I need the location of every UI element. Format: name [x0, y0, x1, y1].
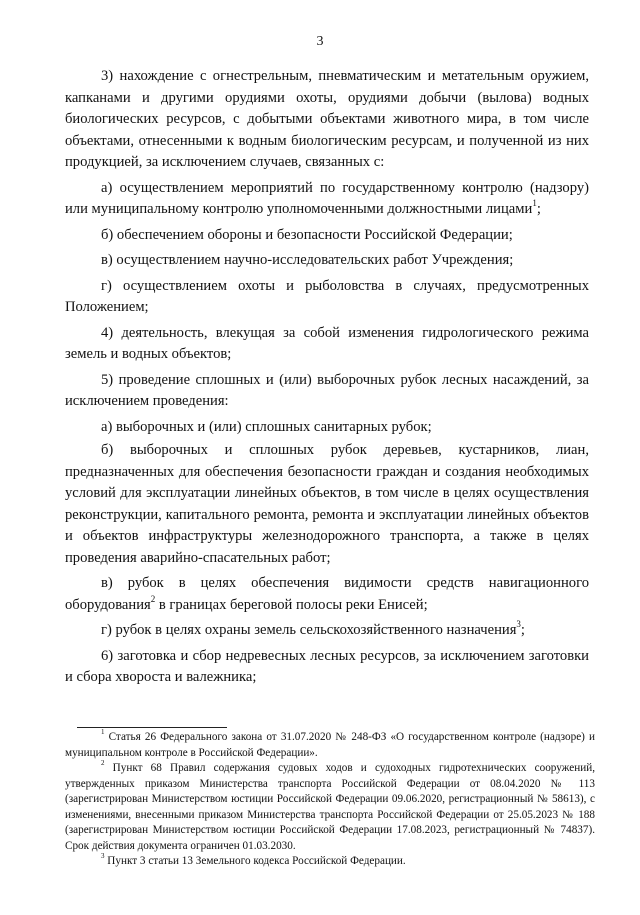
- footnote-ref-3: 3: [516, 619, 521, 630]
- paragraph-item-5a: а) выборочных и (или) сплошных санитарных рубок;: [101, 418, 432, 435]
- paragraph-item-5g: г) рубок в целях охраны земель сельскохозяйственного назначения$^3$;: [101, 619, 525, 638]
- document-body: [65, 66, 589, 693]
- footnote-ref-1: 1: [532, 198, 537, 209]
- paragraph-item-5b: б) выборочных и сплошных рубок деревьев, кустарников, лиан, предназначенных для обеспечения безопасности граждан и создания необходимых условий для эксплуатации линейных объектов, в том числе в целях осуществления реконструкции, капитального ремонта, ремонта и эксплуатации линейных объектов и объектов инфраструктуры железнодорожного транспорта, а также в целях проведения аварийно-спасательных работ;: [65, 442, 589, 566]
- footnote-1: $^1$ Статья 26 Федерального закона от 31.07.2020 № 248-ФЗ «О государственном контроле (надзоре) и муниципальном контроле в Российской Федерации».: [65, 728, 595, 759]
- paragraph-item-3: 3) нахождение с огнестрельным, пневматическим и метательным оружием, капканами и другими орудиями охоты, орудиями добычи (вылова) водных биологических ресурсов, с добытыми объектами животного мира, в том числе объектами, отнесенными к водным биологическим ресурсам, и полученной из них продукцией, за исключением случаев, связанных с:: [65, 68, 589, 170]
- page-number: 3: [316, 34, 324, 49]
- footnote-2: $^2$ Пункт 68 Правил содержания судовых ходов и судоходных гидротехнических сооружений, утвержденных приказом Министерства транспорта Российской Федерации от 08.04.2020 № 113 (зарегистрирован Министерством юстиции Российской Федерации 09.06.2020, регистрационный № 58613), с изменениями, внесенными приказом Министерства транспорта Российской Федерации от 25.05.2023 № 188 (зарегистрирован Министерством юстиции Российской Федерации 17.08.2023, регистрационный № 74837). Срок действия документа ограничен 01.03.2030.: [65, 759, 595, 852]
- footnote-ref-2: 2: [150, 593, 156, 604]
- footnote-divider: [77, 727, 227, 728]
- paragraph-item-3c: в) осуществлением научно-исследовательских работ Учреждения;: [101, 252, 514, 268]
- paragraph-item-3d: г) осуществлением охоты и рыболовства в случаях, предусмотренных Положением;: [65, 277, 589, 315]
- paragraph-item-3a: а) осуществлением мероприятий по государственному контролю (надзору) или муниципальному контролю уполномоченными должностными лицами$^1$;: [65, 179, 589, 217]
- paragraph-item-5v: в) рубок в целях обеспечения видимости средств навигационного оборудования$^2$ в границах береговой полосы реки Енисей;: [65, 575, 589, 613]
- footnote-3: $^3$ Пункт 3 статьи 13 Земельного кодекса Российской Федерации.: [101, 852, 406, 867]
- paragraph-item-6: 6) заготовка и сбор недревесных лесных ресурсов, за исключением заготовки и сбора хвороста и валежника;: [65, 647, 589, 685]
- paragraph-item-3b: б) обеспечением обороны и безопасности Российской Федерации;: [101, 226, 513, 243]
- paragraph-item-5: 5) проведение сплошных и (или) выборочных рубок лесных насаждений, за исключением проведения:: [65, 371, 589, 409]
- footnotes: [65, 730, 595, 870]
- paragraph-item-4: 4) деятельность, влекущая за собой изменения гидрологического режима земель и водных объектов;: [65, 324, 589, 362]
